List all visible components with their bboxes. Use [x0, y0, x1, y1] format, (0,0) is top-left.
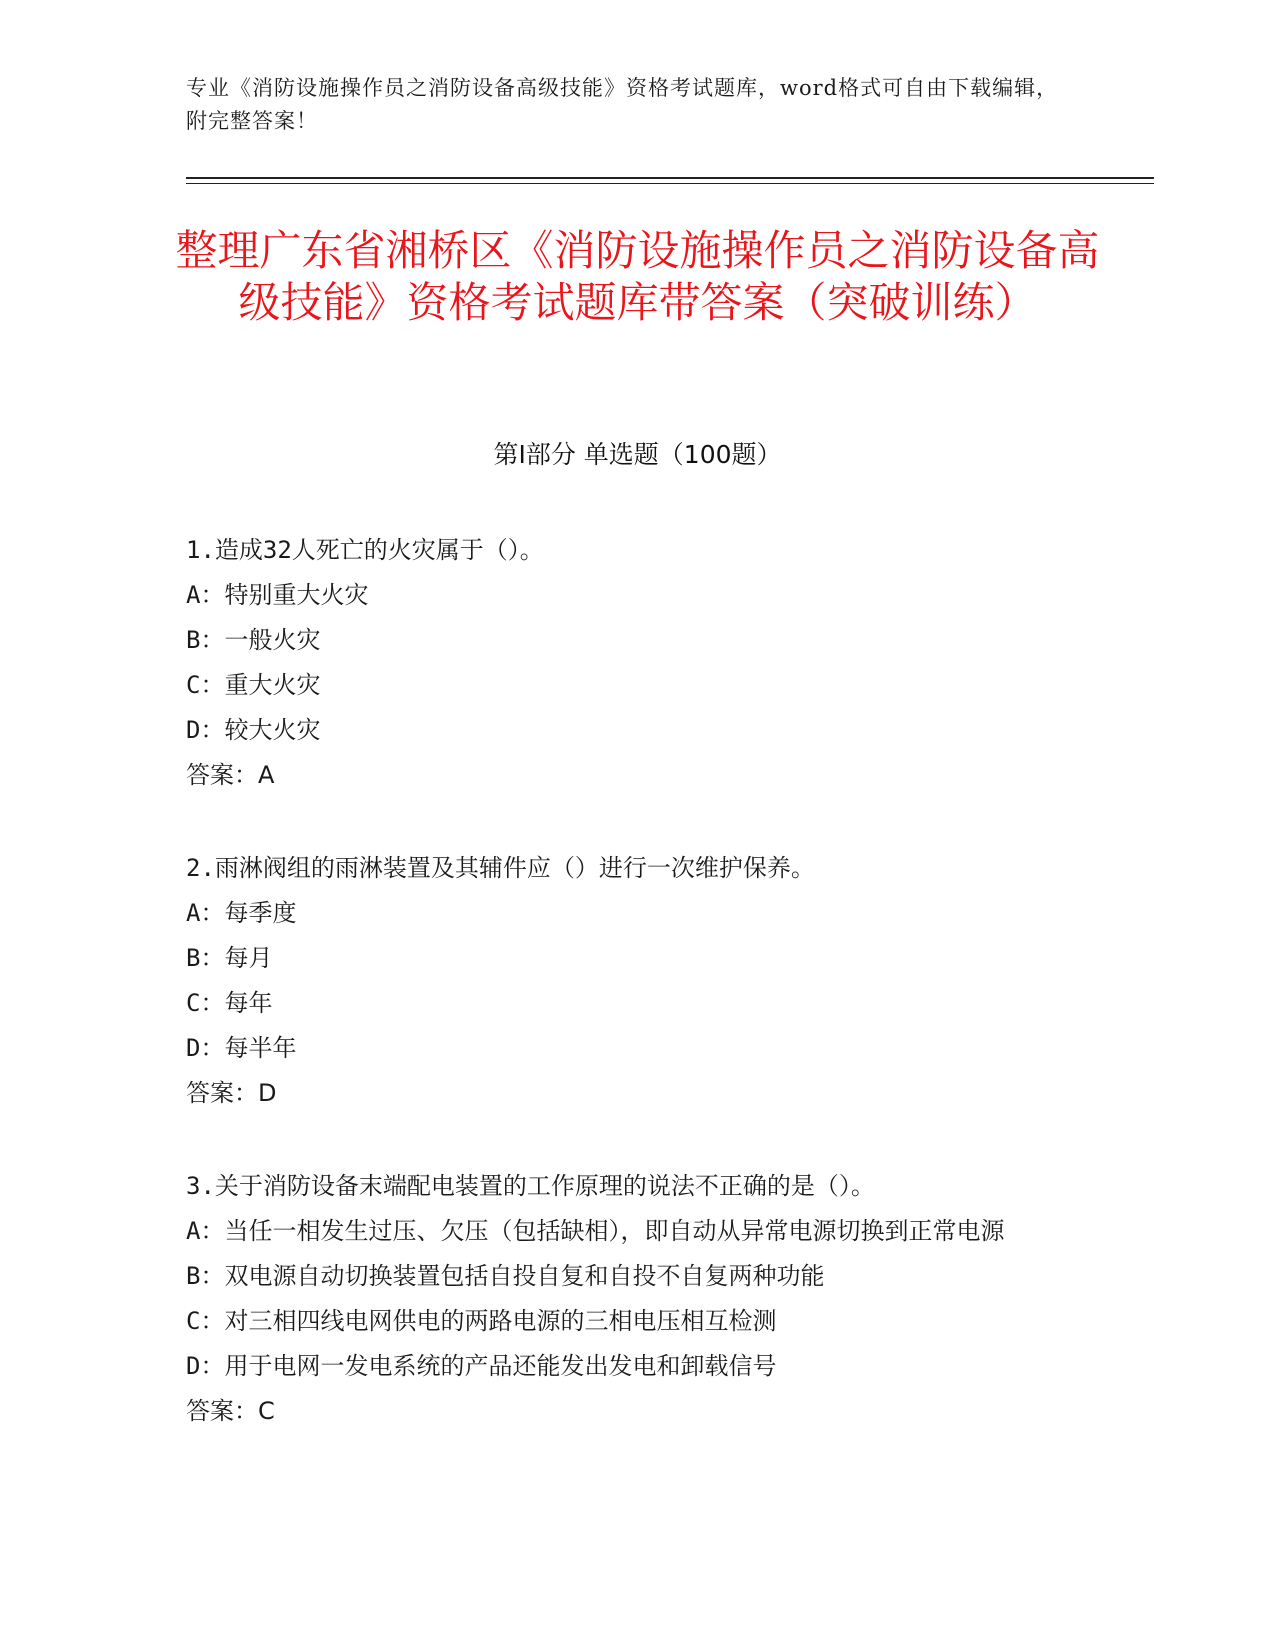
header-divider-thin	[186, 183, 1154, 184]
header-divider	[186, 177, 1154, 179]
option-b: B：双电源自动切换装置包括自投自复和自投不自复两种功能	[186, 1262, 825, 1290]
option-c: C：每年	[186, 989, 273, 1017]
question-item	[186, 1164, 1086, 1434]
answer: 答案：A	[186, 761, 275, 789]
question-stem: 2.雨淋阀组的雨淋装置及其辅件应（）进行一次维护保养。	[186, 854, 815, 882]
question-list	[186, 528, 1086, 1482]
question-stem: 1.造成32人死亡的火灾属于（）。	[186, 536, 544, 564]
option-b: B：一般火灾	[186, 626, 321, 654]
document-title: 整理广东省湘桥区《消防设施操作员之消防设备高级技能》资格考试题库带答案（突破训练）	[175, 226, 1100, 327]
answer: 答案：D	[186, 1079, 277, 1107]
option-b: B：每月	[186, 944, 273, 972]
option-d: D：每半年	[186, 1034, 297, 1062]
question-item	[186, 846, 1086, 1116]
option-a: A：当任一相发生过压、欠压（包括缺相），即自动从异常电源切换到正常电源	[186, 1217, 1005, 1245]
answer: 答案：C	[186, 1397, 275, 1425]
option-d: D：用于电网一发电系统的产品还能发出发电和卸载信号	[186, 1352, 777, 1380]
option-a: A：特别重大火灾	[186, 581, 369, 609]
section-title: 第Ⅰ部分 单选题（100题）	[493, 440, 782, 469]
header-note: 专业《消防设施操作员之消防设备高级技能》资格考试题库，word格式可自由下载编辑，附完整答案！	[186, 76, 1059, 133]
option-a: A：每季度	[186, 899, 297, 927]
question-item	[186, 528, 1086, 798]
question-stem: 3.关于消防设备末端配电装置的工作原理的说法不正确的是（）。	[186, 1172, 875, 1200]
option-d: D：较大火灾	[186, 716, 321, 744]
option-c: C：对三相四线电网供电的两路电源的三相电压相互检测	[186, 1307, 777, 1335]
option-c: C：重大火灾	[186, 671, 321, 699]
